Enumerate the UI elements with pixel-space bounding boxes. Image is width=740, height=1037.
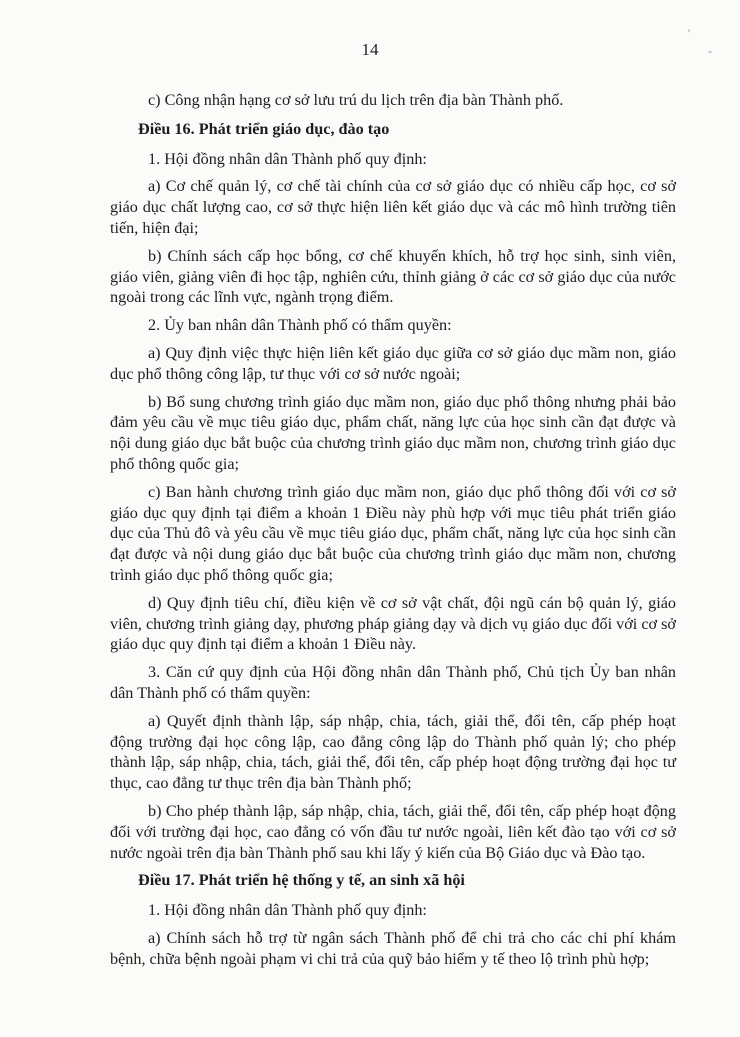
article-heading-17: Điều 17. Phát triển hệ thống y tế, an sinh xã hội [138,871,465,890]
scan-mark: ' [688,26,691,40]
paragraph: b) Cho phép thành lập, sáp nhập, chia, tách, giải thể, đổi tên, cấp phép hoạt động đối với trường đại học, cao đẳng có vốn đầu tư nước ngoài, liên kết đào tạo với cơ sở nước ngoài trên địa bàn Thành phố sau khi lấy ý kiến của Bộ Giáo dục và Đào tạo. [110,801,676,862]
paragraph: c) Ban hành chương trình giáo dục mầm non, giáo dục phổ thông đối với cơ sở giáo dục quy định tại điểm a khoản 1 Điều này phù hợp với mục tiêu phát triển giáo dục của Thủ đô và yêu cầu về mục tiêu giáo dục, phẩm chất, năng lực của học sinh cần đạt được và nội dung giáo dục bắt buộc của chương trình giáo dục mầm non, chương trình giáo dục phổ thông quốc gia; [110,482,676,584]
paragraph: 2. Ủy ban nhân dân Thành phố có thẩm quyền: [148,316,452,335]
paragraph: b) Chính sách cấp học bổng, cơ chế khuyến khích, hỗ trợ học sinh, sinh viên, giáo viên, giảng viên đi học tập, nghiên cứu, thỉnh giảng ở các cơ sở giáo dục của nước ngoài trong các lĩnh vực, ngành trọng điểm. [110,246,676,307]
paragraph: a) Cơ chế quản lý, cơ chế tài chính của cơ sở giáo dục có nhiều cấp học, cơ sở giáo dục chất lượng cao, cơ sở thực hiện liên kết giáo dục và các mô hình trường tiên tiến, hiện đại; [110,177,676,237]
paragraph: 3. Căn cứ quy định của Hội đồng nhân dân Thành phố, Chủ tịch Ủy ban nhân dân Thành phố có thẩm quyền: [110,663,676,702]
paragraph: a) Chính sách hỗ trợ từ ngân sách Thành phố để chi trả cho các chi phí khám bệnh, chữa bệnh ngoài phạm vi chi trả của quỹ bảo hiểm y tế theo lộ trình phù hợp; [110,928,676,968]
page-number: 14 [361,40,379,59]
paragraph: d) Quy định tiêu chí, điều kiện về cơ sở vật chất, đội ngũ cán bộ quản lý, giáo viên, chương trình giảng dạy, phương pháp giảng dạy và dịch vụ giáo dục đối với cơ sở giáo dục quy định tại điểm a khoản 1 Điều này. [110,593,676,654]
paragraph: a) Quy định việc thực hiện liên kết giáo dục giữa cơ sở giáo dục mầm non, giáo dục phổ thông công lập, tư thục với cơ sở nước ngoài; [110,343,676,383]
document-body [110,90,676,976]
paragraph: c) Công nhận hạng cơ sở lưu trú du lịch trên địa bàn Thành phố. [148,91,564,109]
paragraph: b) Bổ sung chương trình giáo dục mầm non, giáo dục phổ thông nhưng phải bảo đảm yêu cầu về mục tiêu giáo dục, phẩm chất, năng lực của học sinh cần đạt được và nội dung giáo dục bắt buộc của chương trình giáo dục mầm non, chương trình giáo dục phổ thông quốc gia; [110,392,676,473]
paragraph: 1. Hội đồng nhân dân Thành phố quy định: [148,149,427,168]
scan-mark: - [708,44,712,58]
paragraph: a) Quyết định thành lập, sáp nhập, chia, tách, giải thể, đổi tên, cấp phép hoạt động trường đại học công lập, cao đẳng công lập do Thành phố quản lý; cho phép thành lập, sáp nhập, chia, tách, giải thể, đổi tên, cấp phép hoạt động trường đại học tư thục, cao đẳng tư thục trên địa bàn Thành phố; [110,711,676,793]
article-heading-16: Điều 16. Phát triển giáo dục, đào tạo [138,119,390,138]
paragraph: 1. Hội đồng nhân dân Thành phố quy định: [148,901,427,920]
